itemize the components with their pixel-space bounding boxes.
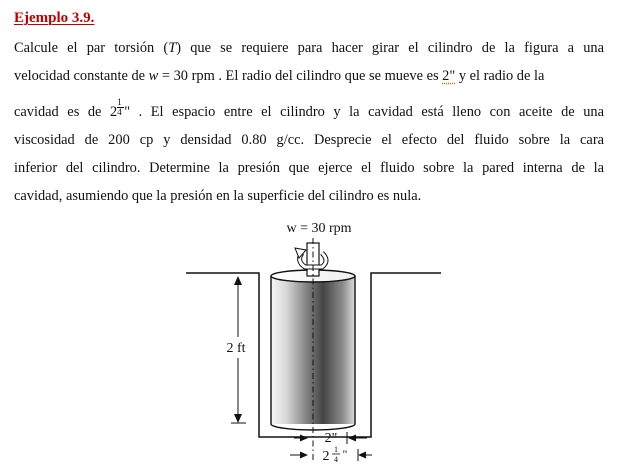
example-heading: Ejemplo 3.9. [14, 10, 95, 26]
text-fragment: . El radio del cilindro que se mueve es [214, 68, 443, 84]
cylinder-radius-value: 2" [442, 68, 456, 84]
outer-radius-numerator: 1 [334, 445, 338, 454]
paragraph-line-5: inferior del cilindro. Determine la presión que ejerce el fluido sobre la pared interna de la [14, 160, 604, 176]
text-fragment: y el radio de la [455, 68, 545, 84]
outer-radius-label [323, 445, 348, 464]
paragraph-line-4: viscosidad de 200 cp y densidad 0.80 g/cc. Desprecie el efecto del fluido sobre la cara [14, 132, 604, 148]
fraction-numerator: 1 [117, 98, 124, 108]
outer-radius-dimension [290, 449, 372, 461]
torque-symbol: T [168, 40, 177, 56]
text-fragment: ) que se requiere para hacer girar el cilindro de la figura a una [176, 40, 604, 56]
text-fragment: " . El espacio entre el cilindro y la cavidad está lleno con aceite de una [124, 104, 604, 120]
outer-radius-whole: 2 [322, 449, 330, 464]
text-fragment: cavidad es de 2 [14, 104, 118, 120]
fraction-denominator: 4 [117, 107, 122, 117]
outer-radius-unit: " [342, 447, 348, 461]
angular-speed-symbol: w [148, 68, 159, 84]
speed-value: = 30 rpm [158, 68, 215, 84]
outer-radius-denominator: 4 [334, 455, 338, 464]
speed-label: w = 30 rpm [286, 221, 352, 236]
text-fragment: Calcule el par torsión ( [14, 40, 169, 56]
inner-radius-label: 2" [324, 431, 338, 446]
text-fragment: velocidad constante de [14, 68, 149, 84]
height-label: 2 ft [226, 341, 246, 356]
paragraph-line-6: cavidad, asumiendo que la presión en la superficie del cilindro es nula. [14, 188, 422, 204]
